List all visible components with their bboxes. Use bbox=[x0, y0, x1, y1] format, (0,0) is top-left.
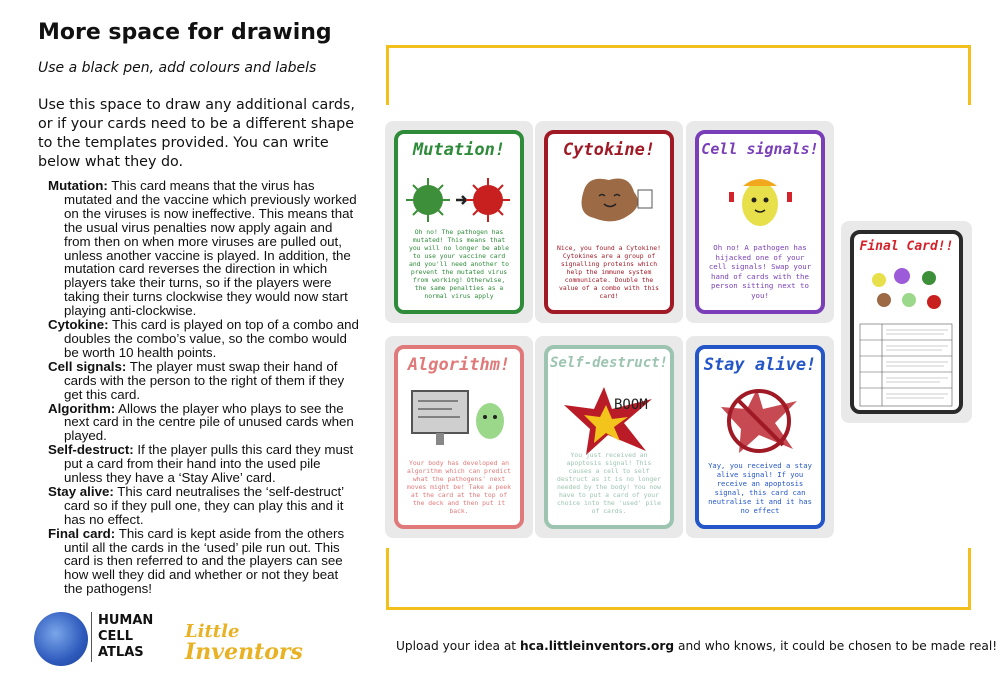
footer-prefix: Upload your idea at bbox=[396, 639, 520, 653]
card-frame bbox=[544, 130, 674, 314]
card-title: Cell signals! bbox=[701, 140, 819, 158]
card-stay-alive bbox=[686, 336, 834, 538]
drawing-frame-top bbox=[386, 45, 971, 105]
card-cytokine bbox=[535, 121, 683, 323]
hca-word: HUMAN bbox=[98, 613, 154, 628]
definition-term: Algorithm: bbox=[48, 400, 116, 416]
card-frame bbox=[695, 345, 825, 529]
hca-word: ATLAS bbox=[98, 645, 144, 660]
computer-icon bbox=[404, 385, 514, 449]
card-description: Nice, you found a Cytokine! Cytokines are a group of signalling proteins which help the immune system communicate. Double the value of a combo with this card! bbox=[557, 244, 661, 300]
definition-text: If the player pulls this card they must put a card from their hand into the used pile unless they have a ‘Stay Alive’ card. bbox=[64, 442, 354, 486]
human-cell-atlas-logo-icon bbox=[34, 612, 88, 666]
definition-text: This card neutralises the ‘self-destruct’ card so if they pull one, they can play this and it has no effect. bbox=[64, 483, 344, 527]
footer-suffix: and who knows, it could be chosen to be made real! bbox=[674, 639, 998, 653]
definition-text: This card is kept aside from the others until all the cards in the ‘used’ pile run out. This card is then referred to and the players can see how well they did and whether or not they beat the pathogens! bbox=[64, 525, 345, 597]
final-card-illustration bbox=[854, 262, 959, 412]
definition-term: Cytokine: bbox=[48, 317, 109, 333]
definition-term: Self-destruct: bbox=[48, 442, 134, 458]
definition-cytokine bbox=[48, 318, 360, 360]
definition-text: Allows the player who plays to see the next card in the centre pile of unused cards when played. bbox=[64, 400, 354, 444]
definition-text: The player must swap their hand of cards with the person to the right of them if they get this card. bbox=[64, 358, 345, 402]
drawing-frame-bottom bbox=[386, 548, 971, 610]
definition-self-destruct bbox=[48, 443, 360, 485]
definition-term: Mutation: bbox=[48, 178, 108, 193]
definition-text: This card is played on top of a combo and doubles the combo’s value, so the combo would be worth 10 health points. bbox=[64, 317, 359, 360]
page-title: More space for drawing bbox=[38, 20, 332, 45]
upload-footer bbox=[396, 639, 997, 653]
card-description: Oh no! The pathogen has mutated! This means that you will no longer be able to use your vaccine card and you'll need another to prevent the mutated virus from working! Otherwise, the same penalties as a normal virus apply bbox=[408, 228, 510, 300]
card-algorithm bbox=[385, 336, 533, 538]
little-inventors-logo bbox=[185, 621, 303, 665]
definition-text: This card means that the virus has mutated and the vaccine which previously worked on the viruses is now ineffective. This means that the usual virus penalties now apply again and from then on when more viruses are pulled out, unless another vaccine is played. In addition, the mutation card reverses the direction in which players take their turns, so if the players were taking their turns clockwise they would now start playing anti-clockwise. bbox=[64, 178, 357, 319]
boom-text: BOOM bbox=[614, 397, 648, 413]
card-frame bbox=[544, 345, 674, 529]
crossed-explosion-icon bbox=[705, 385, 815, 457]
logo-divider bbox=[91, 612, 92, 662]
explosion-icon bbox=[554, 385, 664, 457]
cytokine-character-icon bbox=[554, 170, 664, 230]
li-word: Little bbox=[185, 621, 240, 642]
definition-mutation bbox=[48, 179, 360, 318]
cell-character-icon bbox=[705, 170, 815, 230]
definition-stay-alive bbox=[48, 485, 360, 527]
card-title: Mutation! bbox=[412, 140, 506, 160]
definition-algorithm bbox=[48, 402, 360, 444]
card-description: Your body has developed an algorithm which can predict what the pathogens' next moves might be! Take a peek at the card at the top of the deck and then put it back. bbox=[407, 459, 511, 515]
card-cell-signals bbox=[686, 121, 834, 323]
card-description: Oh no! A pathogen has hijacked one of your cell signals! Swap your hand of cards with the person sitting next to you! bbox=[708, 243, 812, 300]
definition-term: Cell signals: bbox=[48, 358, 127, 374]
card-title: Stay alive! bbox=[703, 355, 817, 375]
card-title: Final Card!! bbox=[859, 239, 954, 254]
card-mutation bbox=[385, 121, 533, 323]
card-description: You just received an apoptosis signal! This causes a cell to self destruct as it is no longer needed by the body! You now have to put a card of your choice into the 'used' pile of cards. bbox=[557, 451, 661, 515]
page-subtitle: Use a black pen, add colours and labels bbox=[38, 60, 317, 76]
card-frame bbox=[695, 130, 825, 314]
card-title: Self-destruct! bbox=[549, 355, 668, 371]
li-word: Inventors bbox=[185, 639, 303, 665]
website-link[interactable]: hca.littleinventors.org bbox=[519, 639, 675, 653]
definitions-list bbox=[48, 179, 360, 596]
card-final bbox=[841, 221, 972, 423]
card-frame bbox=[850, 230, 963, 414]
card-title: Algorithm! bbox=[407, 355, 511, 375]
human-cell-atlas-wordmark bbox=[98, 613, 153, 661]
definition-term: Final card: bbox=[48, 525, 116, 541]
definition-cell-signals bbox=[48, 360, 360, 402]
definition-final-card bbox=[48, 527, 360, 597]
card-self-destruct bbox=[535, 336, 683, 538]
virus-mutation-icon bbox=[404, 170, 514, 230]
hca-word: CELL bbox=[98, 629, 133, 644]
card-title: Cytokine! bbox=[562, 140, 656, 160]
definition-term: Stay alive: bbox=[48, 483, 114, 499]
card-frame bbox=[394, 130, 524, 314]
intro-text: Use this space to draw any additional cards, or if your cards need to be a different shape to the templates provided. You can write below what they do. bbox=[38, 97, 355, 170]
card-description: Yay, you received a stay alive signal! If you receive an apoptosis signal, this card can neutralise it and it has no effect bbox=[708, 461, 812, 515]
card-frame bbox=[394, 345, 524, 529]
